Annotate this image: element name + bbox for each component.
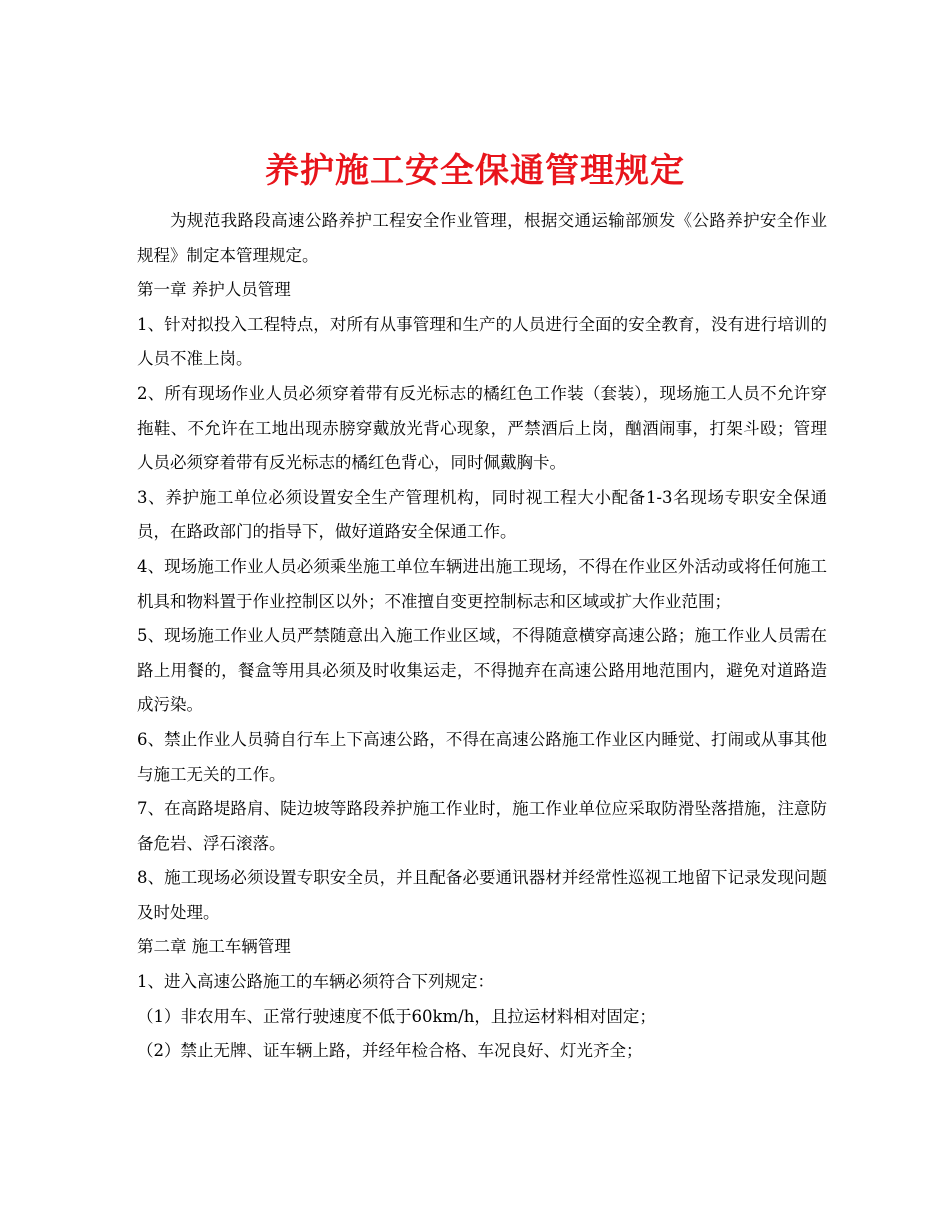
list-item: 1、进入高速公路施工的车辆必须符合下列规定：	[137, 972, 494, 992]
chapter-heading: 第二章 施工车辆管理	[137, 937, 291, 957]
list-item: 6、禁止作业人员骑自行车上下高速公路，不得在高速公路施工作业区内睡觉、打闹或从事其他与施工无关的工作。	[137, 729, 827, 784]
list-item: 8、施工现场必须设置专职安全员，并且配备必要通讯器材并经常性巡视工地留下记录发现问题及时处理。	[137, 868, 827, 922]
sub-list-item: （1）非农用车、正常行驶速度不低于60km/h，且拉运材料相对固定；	[137, 1006, 656, 1026]
document-title: 养护施工安全保通管理规定	[265, 150, 685, 191]
list-item: 3、养护施工单位必须设置安全生产管理机构，同时视工程大小配备1-3名现场专职安全保通员，在路政部门的指导下，做好道路安全保通工作。	[137, 487, 827, 542]
list-item: 4、现场施工作业人员必须乘坐施工单位车辆进出施工现场，不得在作业区外活动或将任何施工机具和物料置于作业控制区以外；不准擅自变更控制标志和区域或扩大作业范围；	[137, 556, 827, 611]
list-item: 2、所有现场作业人员必须穿着带有反光标志的橘红色工作装（套装），现场施工人员不允许穿拖鞋、不允许在工地出现赤膀穿戴放光背心现象，严禁酒后上岗，酗酒闹事，打架斗殴；管理人员必须穿着带有反光标志的橘红色背心，同时佩戴胸卡。	[137, 383, 827, 473]
intro-paragraph: 为规范我路段高速公路养护工程安全作业管理，根据交通运输部颁发《公路养护安全作业规程》制定本管理规定。	[137, 211, 827, 265]
chapter-heading: 第一章 养护人员管理	[137, 280, 291, 300]
list-item: 7、在高路堤路肩、陡边坡等路段养护施工作业时，施工作业单位应采取防滑坠落措施，注意防备危岩、浮石滚落。	[137, 799, 827, 853]
list-item: 1、针对拟投入工程特点，对所有从事管理和生产的人员进行全面的安全教育，没有进行培训的人员不准上岗。	[137, 314, 827, 369]
document-body	[137, 204, 827, 1069]
sub-list-item: （2）禁止无牌、证车辆上路，并经年检合格、车况良好、灯光齐全；	[137, 1041, 643, 1061]
list-item: 5、现场施工作业人员严禁随意出入施工作业区域，不得随意横穿高速公路；施工作业人员需在路上用餐的，餐盒等用具必须及时收集运走，不得抛弃在高速公路用地范围内，避免对道路造成污染。	[137, 626, 827, 715]
